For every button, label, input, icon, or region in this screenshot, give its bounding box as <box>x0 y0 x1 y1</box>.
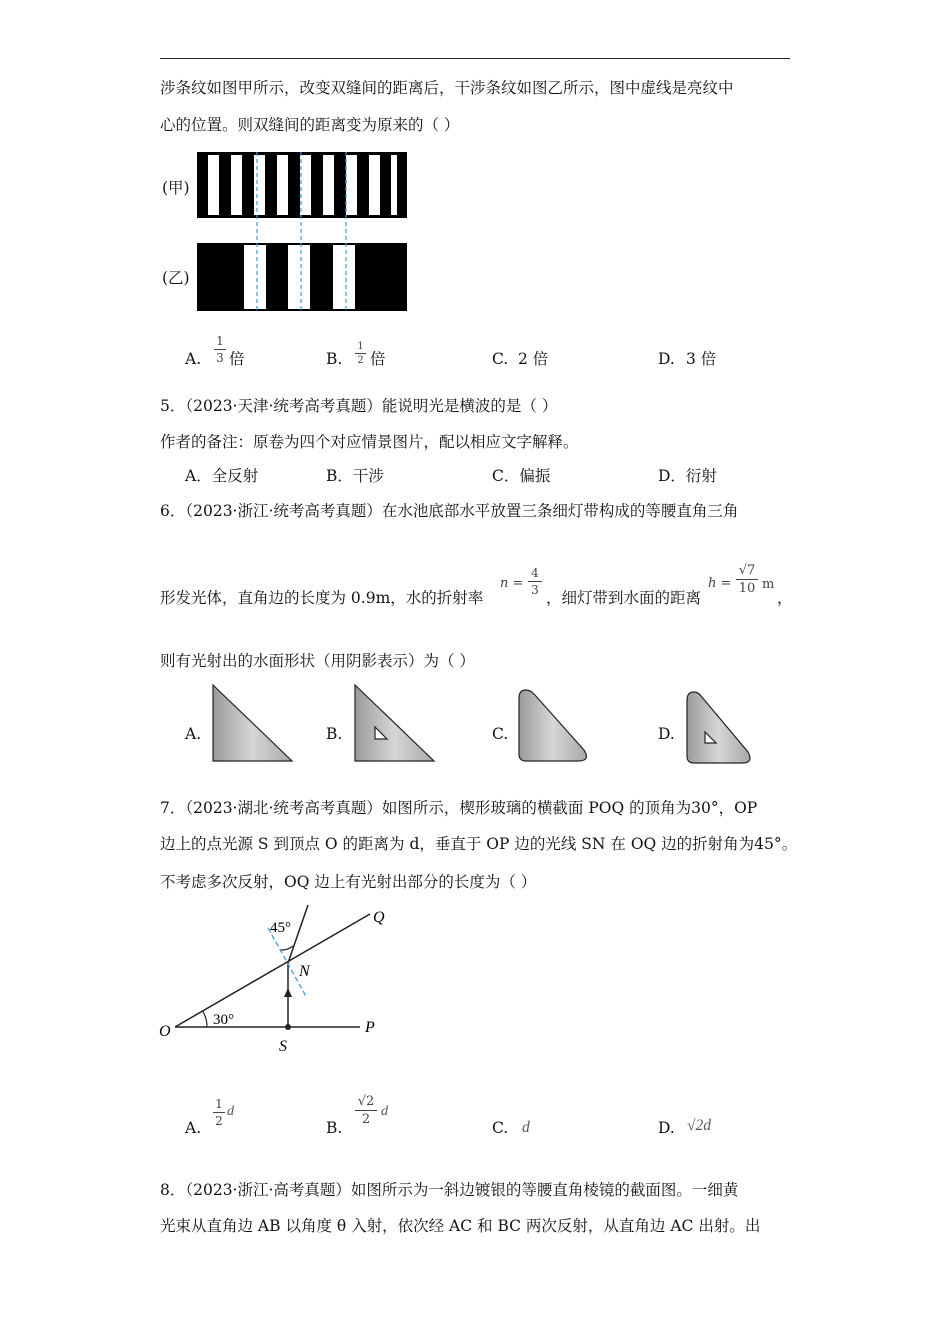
q6-option-b-shape <box>352 683 438 765</box>
q6-option-d-shape <box>684 690 754 766</box>
q4-option-b-text: 倍 <box>370 350 386 368</box>
label-45: 45° <box>270 920 291 936</box>
fig-label-yi: (乙) <box>162 269 190 287</box>
q6-line1: 6．（2023·浙江·统考高考真题）在水池底部水平放置三条细灯带构成的等腰直角三角 <box>160 502 739 520</box>
wedge-figure <box>155 900 395 1060</box>
q7-option-d-letter: D. <box>658 1119 675 1137</box>
q4-option-a-letter: A. <box>185 350 202 368</box>
q6-line2a: 形发光体，直角边的长度为 0.9m，水的折射率 <box>160 589 484 607</box>
h-fraction: √7 10 <box>736 563 758 596</box>
source-point-s <box>285 1024 291 1030</box>
fig-label-jia: (甲) <box>162 179 190 197</box>
q4-option-c-text: 2 倍 <box>518 350 549 368</box>
q5-stem: 5．（2023·天津·统考高考真题）能说明光是横波的是（ ） <box>160 397 558 415</box>
angle-45-arc <box>281 946 293 950</box>
q6-option-a-shape <box>210 683 296 765</box>
top-rule <box>160 58 790 59</box>
q5-option-c: C．偏振 <box>492 467 551 485</box>
q7-option-a-fraction: 1 2 <box>213 1097 225 1128</box>
q5-option-b: B．干涉 <box>326 467 384 485</box>
n-fraction: 4 3 <box>528 566 542 597</box>
label-q: Q <box>373 909 385 926</box>
q4-option-a-text: 倍 <box>229 350 245 368</box>
label-o: O <box>159 1023 171 1040</box>
q6-line2c: ， <box>777 589 793 607</box>
fringe-b-bright-bands <box>244 245 355 309</box>
h-lhs: h = <box>708 576 732 591</box>
q8-line1: 8．（2023·浙江·高考真题）如图所示为一斜边镀银的等腰直角棱镜的截面图。一细黄 <box>160 1181 739 1199</box>
q7-line3: 不考虑多次反射，OQ 边上有光射出部分的长度为（ ） <box>160 873 537 891</box>
q7-option-a-var: d <box>227 1104 234 1119</box>
q4-option-d-letter: D. <box>658 350 675 368</box>
q4-option-a-fraction: 1 3 <box>214 334 226 365</box>
q6-line3: 则有光射出的水面形状（用阴影表示）为（ ） <box>160 652 475 670</box>
q6-option-a-letter: A. <box>185 725 202 743</box>
q6-line2b: ，细灯带到水面的距离 <box>546 589 702 607</box>
q5-option-a: A．全反射 <box>185 467 259 485</box>
q7-line1: 7．（2023·湖北·统考高考真题）如图所示，楔形玻璃的横截面 POQ 的顶角为30°，OP <box>160 799 758 817</box>
q7-option-c-letter: C. <box>492 1119 509 1137</box>
q7-option-a-letter: A. <box>185 1119 202 1137</box>
label-s: S <box>279 1038 287 1055</box>
q5-option-d: D．衍射 <box>658 467 717 485</box>
q4-option-b-letter: B. <box>326 350 343 368</box>
q5-note: 作者的备注：原卷为四个对应情景图片，配以相应文字解释。 <box>160 433 579 451</box>
fringe-figure <box>196 150 408 314</box>
q4-option-b-fraction: 1 2 <box>355 341 366 366</box>
q4-line1: 涉条纹如图甲所示，改变双缝间的距离后，干涉条纹如图乙所示，图中虚线是亮纹中 <box>160 79 734 97</box>
q8-line2: 光束从直角边 AB 以角度 θ 入射，依次经 AC 和 BC 两次反射，从直角边 AC 出射。出 <box>160 1217 761 1235</box>
q7-option-d-text: √2d <box>687 1117 712 1134</box>
label-p: P <box>365 1019 375 1036</box>
q6-option-b-letter: B. <box>326 725 343 743</box>
angle-30-arc <box>203 1011 207 1027</box>
q4-line2: 心的位置。则双缝间的距离变为原来的（ ） <box>160 116 460 134</box>
q7-option-b-letter: B. <box>326 1119 343 1137</box>
label-30: 30° <box>213 1012 234 1028</box>
q7-option-b-fraction: √2 2 <box>355 1094 377 1127</box>
ray-arrow-icon <box>284 988 292 997</box>
label-n: N <box>299 963 310 980</box>
q4-option-d-text: 3 倍 <box>686 350 717 368</box>
q6-option-c-letter: C. <box>492 725 509 743</box>
refracted-ray <box>288 905 308 963</box>
q6-option-d-letter: D. <box>658 725 675 743</box>
q6-option-c-shape <box>516 688 594 764</box>
n-lhs: n = <box>500 576 524 591</box>
q7-option-c-text: d <box>522 1119 530 1136</box>
q7-option-b-var: d <box>381 1104 388 1119</box>
h-unit: m <box>762 577 775 592</box>
q7-line2: 边上的点光源 S 到顶点 O 的距离为 d，垂直于 OP 边的光线 SN 在 OQ 边的折射角为45°。 <box>160 835 798 853</box>
q4-option-c-letter: C. <box>492 350 509 368</box>
